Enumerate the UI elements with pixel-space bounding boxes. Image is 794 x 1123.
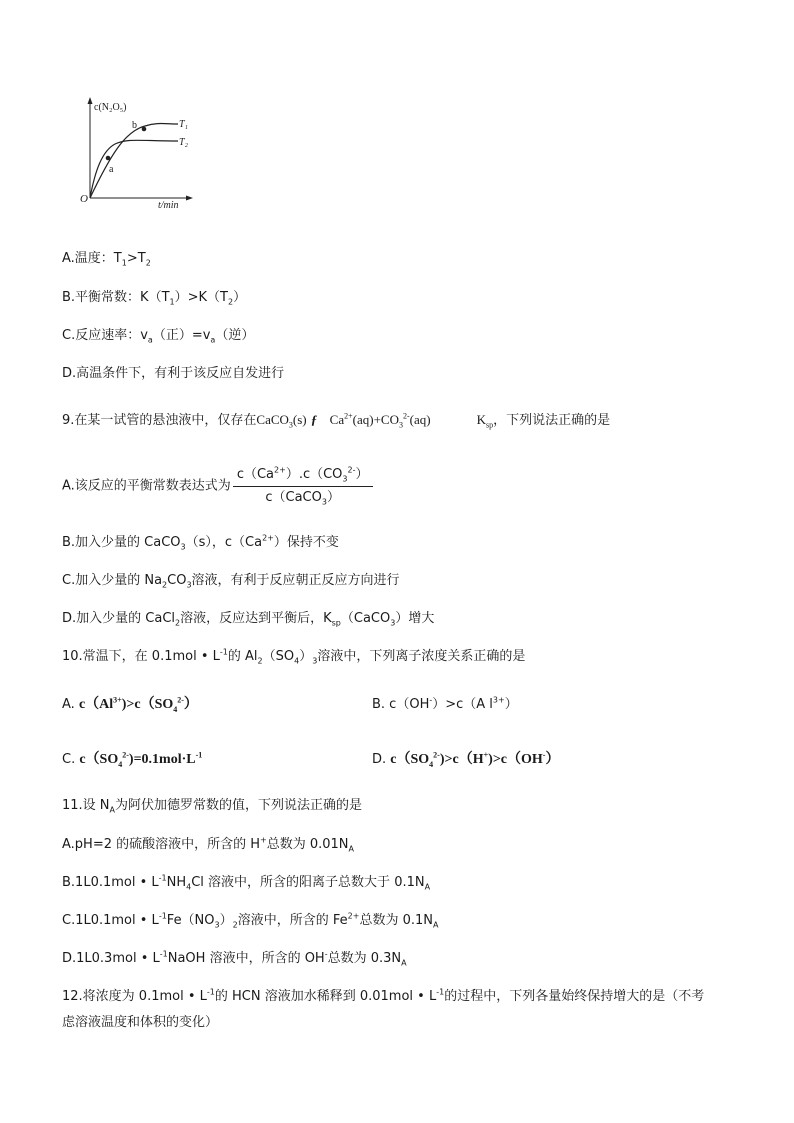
curve-t2	[90, 140, 178, 198]
x-axis-label: t/min	[158, 200, 179, 211]
q8-option-b: B.平衡常数：$K(T_1)>K(T_2)$	[62, 290, 247, 307]
y-axis-label: c(N₂O₅)	[94, 102, 127, 113]
q8-option-d: D.高温条件下，有利于该反应自发进行	[62, 366, 285, 381]
q10-option-c: C. $c(SO_4^{2-})=0.1mol\cdot L^{-1}$	[62, 750, 203, 769]
fraction-denominator: c（CaCO$_3$）	[265, 490, 340, 507]
q8-option-c: C.反应速率：$v_a$（正）$=v_a$（逆）	[62, 328, 255, 345]
curve-t1-label: T₁	[179, 119, 189, 130]
q12-stem-line1: 12.将浓度为 0.1mol • $L^{-1}$的 HCN 溶液加水稀释到 0.01mol • $L^{-1}$的过程中，下列各量始终保持增大的是（不考	[62, 987, 705, 1004]
q10-option-d: D. $c(SO_4^{2-})>c(H^+)>c(OH^-)$	[372, 750, 560, 769]
q9-option-a: A.该反应的平衡常数表达式为 $\frac{c(Ca^{2+}).c(CO_3^{2-})}{c(CaCO_3)}$	[62, 466, 373, 507]
x-axis-arrow	[186, 196, 193, 201]
q9-option-c: C.加入少量的 $Na_2CO_3$溶液，有利于反应朝正反应方向进行	[62, 573, 400, 590]
q10-option-b: B. c（OH-）>c（A $l^{3+}$）	[372, 695, 518, 712]
q8-option-a: A.温度：$T_1>T_2$	[62, 251, 151, 268]
q9-option-d: D.加入少量的 CaCl$_2$溶液，反应达到平衡后，$K_{sp}(CaCO_3)$增大	[62, 611, 435, 628]
origin-label: O	[80, 193, 88, 205]
equilibrium-constant-fraction	[233, 466, 373, 507]
point-b	[142, 127, 147, 132]
point-b-label: b	[132, 120, 137, 131]
q9-stem: 9.在某一试管的悬浊液中，仅存在CaCO$_3$(s) ƒ $Ca^{2+}(aq)+CO_3^{2-}(aq)$ $K_{sp}$，下列说法正确的是	[62, 411, 611, 430]
point-a	[106, 156, 111, 161]
q9-option-b: B.加入少量的 CaCO$_3$（s），$c(Ca^{2+})$保持不变	[62, 533, 339, 552]
y-axis-arrow	[88, 97, 93, 104]
q11-option-c: C.1L0.1mol • $L^{-1}Fe(NO_3)_2$溶液中，所含的 $Fe^{2+}$总数为 $0.1N_A$	[62, 911, 439, 930]
q10-stem: 10.常温下，在 0.1mol • $L^{-1}$的 $Al_2(SO_4)_3$溶液中，下列离子浓度关系正确的是	[62, 647, 526, 666]
q11-stem: 11.设 $N_A$为阿伏加德罗常数的值，下列说法正确的是	[62, 798, 363, 815]
curve-t2-label: T₂	[179, 137, 189, 148]
q11-option-a: A.pH=2 的硫酸溶液中，所含的 H+总数为 $0.01N_A$	[62, 835, 355, 854]
fraction-numerator: $c(Ca^{2+}).c(CO_3^{2-})$	[233, 466, 373, 487]
q10-option-a: A. $c(Al^{3+})>c(SO_4^{2-})$	[62, 695, 198, 714]
q12-stem-line2: 虑溶液温度和体积的变化）	[62, 1015, 219, 1030]
curve-t1	[90, 124, 178, 199]
q11-option-b: B.1L0.1mol • $L^{-1}NH_4Cl$ 溶液中，所含的阳离子总数大于 $0.1N_A$	[62, 873, 431, 892]
q11-option-d: D.1L0.3mol • $L^{-1}NaOH$ 溶液中，所含的 OH-总数为 $0.3N_A$	[62, 949, 407, 968]
concentration-time-graph	[70, 96, 200, 214]
point-a-label: a	[109, 164, 114, 175]
